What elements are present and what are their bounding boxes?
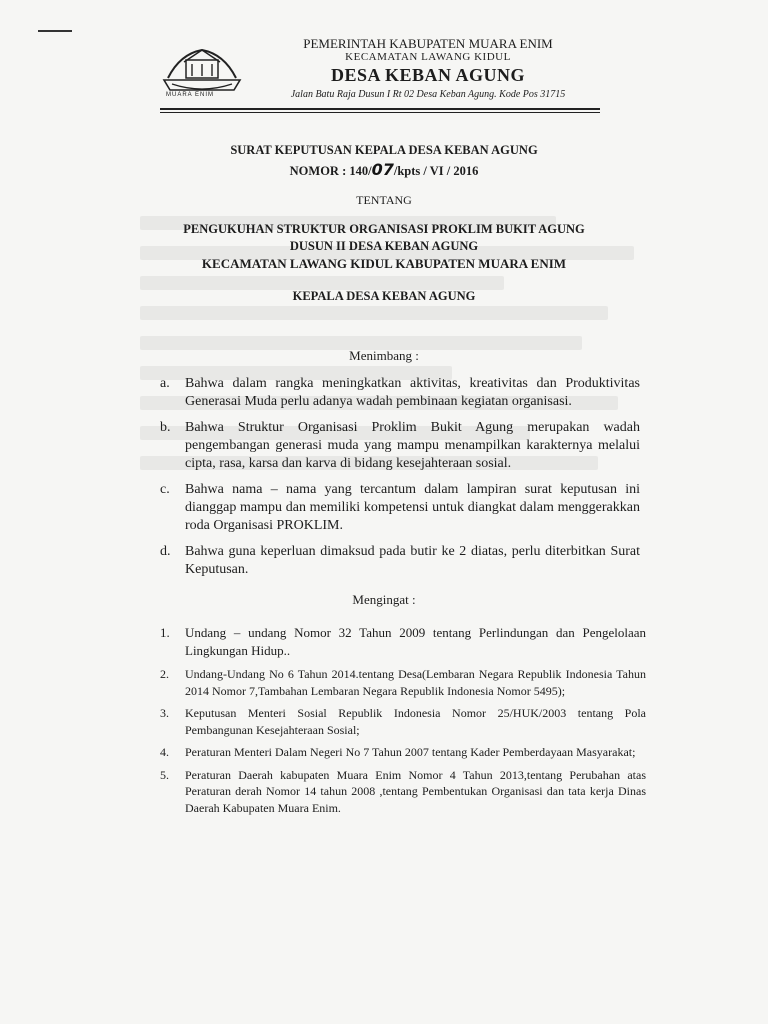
list-item-text: Undang-Undang No 6 Tahun 2014.tentang Desa(Lembaran Negara Republik Indonesia Tahun 2014 Nomor 7,Tambahan Lembaran Negara Republik Indonesia Nomor 5495); (185, 667, 646, 698)
list-marker: b. (160, 420, 171, 435)
subject-line-1: PENGUKUHAN STRUKTUR ORGANISASI PROKLIM BUKIT AGUNG (183, 222, 585, 236)
decree-title: SURAT KEPUTUSAN KEPALA DESA KEBAN AGUNG (230, 143, 538, 157)
list-marker: d. (160, 544, 171, 559)
decree-number-handwritten: 07 (371, 160, 394, 179)
decree-number (0, 160, 768, 179)
list-item (160, 419, 640, 473)
list-marker: c. (160, 482, 170, 497)
list-item (160, 543, 640, 579)
list-marker: 4. (160, 745, 169, 759)
list-marker: 1. (160, 625, 170, 640)
decree-number-prefix: NOMOR : 140/ (289, 164, 372, 178)
list-item-text: Bahwa guna keperluan dimaksud pada butir ke 2 diatas, perlu diterbitkan Surat Keputusan. (185, 544, 640, 577)
list-item-text: Bahwa Struktur Organisasi Proklim Bukit Agung merupakan wadah pengembangan generasi muda yang mampu menampilkan karakternya melalui cipta, rasa, karsa dan karva di bidang kesejahteraan sosial. (185, 420, 640, 471)
letterhead (160, 36, 600, 106)
subject-line-3: KECAMATAN LAWANG KIDUL KABUPATEN MUARA ENIM (201, 256, 567, 271)
list-item (160, 375, 640, 411)
menimbang-list (160, 375, 640, 587)
list-item (160, 744, 646, 761)
list-item (160, 767, 646, 817)
list-marker: a. (160, 376, 170, 391)
list-item-text: Peraturan Menteri Dalam Negeri No 7 Tahun 2007 tentang Kader Pemberdayaan Masyarakat; (185, 745, 636, 759)
issuer-heading: KEPALA DESA KEBAN AGUNG (292, 289, 476, 303)
letterhead-text (256, 36, 600, 101)
mengingat-list (160, 624, 646, 822)
decree-number-suffix: /kpts / VI / 2016 (393, 164, 479, 178)
logo-caption: MUARA ENIM (166, 92, 215, 98)
letterhead-rule-thick (160, 108, 600, 110)
list-marker: 5. (160, 767, 169, 782)
list-item (160, 666, 646, 699)
list-item (160, 624, 646, 660)
letterhead-rule-thin (160, 112, 600, 113)
list-item (160, 481, 640, 535)
district-name: KECAMATAN LAWANG KIDUL (345, 51, 511, 63)
subject-line-2: DUSUN II DESA KEBAN AGUNG (289, 239, 479, 253)
list-item-text: Bahwa dalam rangka meningkatkan aktivitas, kreativitas dan Produktivitas Generasai Muda perlu adanya wadah pembinaan kegiatan organisasi. (185, 376, 640, 409)
mengingat-heading: Mengingat : (352, 592, 416, 607)
government-name: PEMERINTAH KABUPATEN MUARA ENIM (303, 36, 553, 51)
list-marker: 3. (160, 706, 169, 720)
list-item-text: Undang – undang Nomor 32 Tahun 2009 tentang Perlindungan dan Pengelolaan Lingkungan Hidup.. (185, 625, 646, 658)
list-item-text: Keputusan Menteri Sosial Republik Indonesia Nomor 25/HUK/2003 tentang Pola Pembangunan Kesejahteraan Sosial; (185, 706, 646, 737)
office-address: Jalan Batu Raja Dusun I Rt 02 Desa Keban Agung. Kode Pos 31715 (290, 89, 566, 100)
list-marker: 2. (160, 667, 169, 681)
scan-mark (38, 30, 72, 32)
menimbang-heading: Menimbang : (349, 348, 419, 363)
list-item-text: Peraturan Daerah kabupaten Muara Enim Nomor 4 Tahun 2013,tentang Perubahan atas Peraturan derah Nomor 14 tahun 2008 ,tentang Pembentukan Organisasi dan tata kerja Dinas Daerah Kabupaten Muara Enim. (185, 767, 646, 815)
list-item-text: Bahwa nama – nama yang tercantum dalam lampiran surat keputusan ini dianggap mampu dan memiliki kompetensi untuk diangkat dalam menggerakkan roda Organisasi PROKLIM. (185, 482, 640, 533)
tentang-heading: TENTANG (356, 193, 412, 207)
village-name: DESA KEBAN AGUNG (330, 65, 526, 85)
list-item (160, 705, 646, 738)
